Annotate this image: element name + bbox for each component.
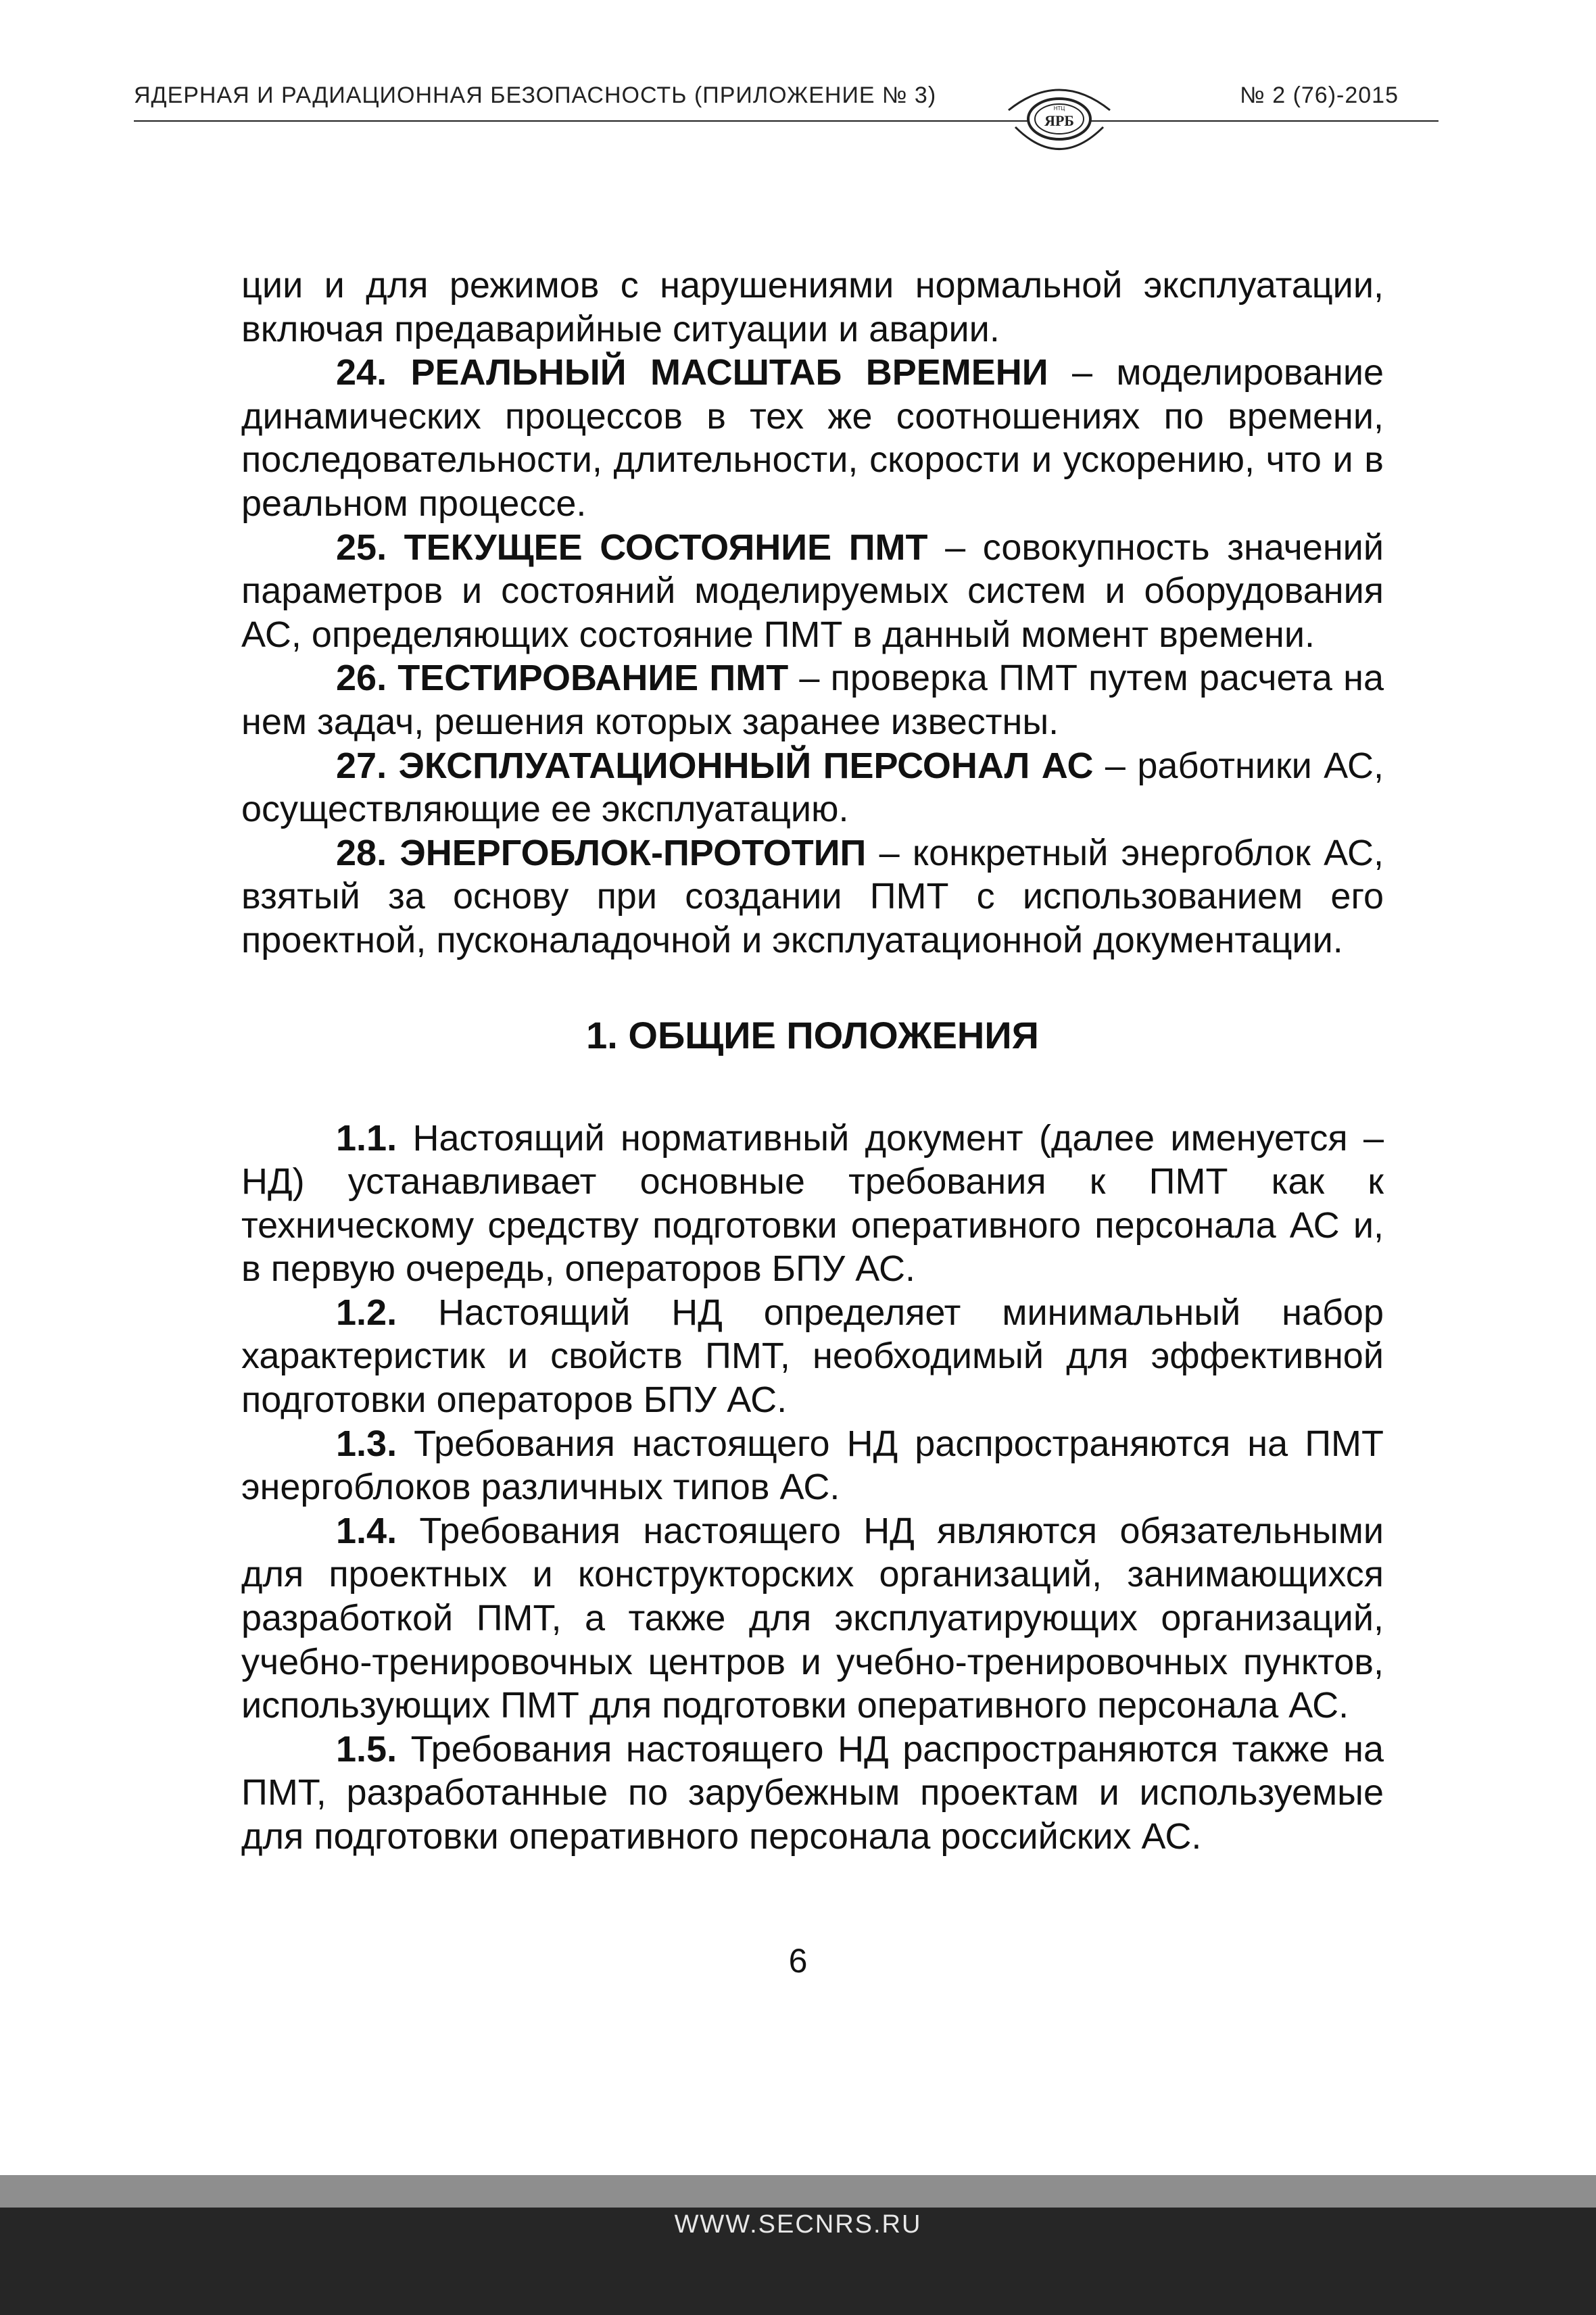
clause-1-5-text: Требования настоящего НД распространяются также на ПМТ, разработанные по зарубежным проектам и используемые для подготовки оперативного персонала российских АС. xyxy=(241,1728,1384,1857)
logo-small-text: НТЦ xyxy=(1053,105,1065,112)
journal-title: ЯДЕРНАЯ И РАДИАЦИОННАЯ БЕЗОПАСНОСТЬ (ПРИЛОЖЕНИЕ № 3) xyxy=(134,82,937,108)
term-26-title: 26. ТЕСТИРОВАНИЕ ПМТ xyxy=(336,658,789,699)
clause-1-1 xyxy=(241,1117,1384,1291)
clause-1-4-text: Требования настоящего НД являются обязательными для проектных и конструкторских организаций, занимающихся разработкой ПМТ, а также для эксплуатирующих организаций, учебно-тренировочных центров и учебно-тренировочных пунктов, использующих ПМТ для подготовки оперативного персонала АС. xyxy=(241,1510,1384,1726)
logo-text: ЯРБ xyxy=(1044,112,1074,129)
clause-1-2 xyxy=(241,1291,1384,1422)
term-24-title: 24. РЕАЛЬНЫЙ МАСШТАБ ВРЕМЕНИ xyxy=(336,352,1048,393)
term-26 xyxy=(241,656,1384,744)
term-27-text: – работники АС, осуществляющие ее эксплуатацию. xyxy=(241,745,1384,830)
page-body xyxy=(241,264,1384,1859)
term-27-title: 27. ЭКСПЛУАТАЦИОННЫЙ ПЕРСОНАЛ АС xyxy=(336,745,1094,786)
header-rule xyxy=(134,120,1438,122)
footer-bar xyxy=(0,2175,1596,2315)
clause-1-1-text: Настоящий нормативный документ (далее именуется – НД) устанавливает основные требования к ПМТ как к техническому средству подготовки оперативного персонала АС и, в первую очередь, операторов БПУ АС. xyxy=(241,1117,1384,1290)
clause-1-3 xyxy=(241,1422,1384,1509)
clause-1-3-text: Требования настоящего НД распространяются на ПМТ энергоблоков различных типов АС. xyxy=(241,1423,1384,1508)
term-24-text: – моделирование динамических процессов в тех же соотношениях по времени, последовательности, длительности, скорости и ускорению, что и в реальном процессе. xyxy=(241,352,1384,524)
term-28 xyxy=(241,831,1384,962)
section-heading: 1. ОБЩИЕ ПОЛОЖЕНИЯ xyxy=(586,1013,1039,1056)
issue-number: № 2 (76)-2015 xyxy=(1240,82,1399,108)
clause-1-4-number: 1.4. xyxy=(336,1510,397,1551)
page-number: 6 xyxy=(788,1942,808,1980)
term-25 xyxy=(241,526,1384,657)
journal-logo-icon xyxy=(1002,73,1117,168)
term-25-title: 25. ТЕКУЩЕЕ СОСТОЯНИЕ ПМТ xyxy=(336,527,928,568)
term-25-text: – совокупность значений параметров и состояний моделируемых систем и оборудования АС, определяющих состояние ПМТ в данный момент времени. xyxy=(241,527,1384,655)
clause-1-5 xyxy=(241,1728,1384,1859)
term-28-text: – конкретный энергоблок АС, взятый за основу при создании ПМТ с использованием его проектной, пусконаладочной и эксплуатационной документации. xyxy=(241,832,1384,960)
clause-1-2-number: 1.2. xyxy=(336,1292,397,1333)
clause-1-1-number: 1.1. xyxy=(336,1117,397,1159)
term-24 xyxy=(241,351,1384,525)
term-26-text: – проверка ПМТ путем расчета на нем задач, решения которых заранее известны. xyxy=(241,658,1384,742)
clause-1-2-text: Настоящий НД определяет минимальный набор характеристик и свойств ПМТ, необходимый для эффективной подготовки операторов БПУ АС. xyxy=(241,1292,1384,1421)
clause-1-4 xyxy=(241,1509,1384,1728)
term-27 xyxy=(241,744,1384,831)
clause-1-3-number: 1.3. xyxy=(336,1423,397,1464)
term-28-title: 28. ЭНЕРГОБЛОК-ПРОТОТИП xyxy=(336,832,867,873)
footer-url-link[interactable]: WWW.SECNRS.RU xyxy=(674,2210,922,2239)
clause-1-5-number: 1.5. xyxy=(336,1728,397,1770)
paragraph-continuation: ции и для режимов с нарушениями нормальной эксплуатации, включая предаварийные ситуации и аварии. xyxy=(241,265,1384,349)
